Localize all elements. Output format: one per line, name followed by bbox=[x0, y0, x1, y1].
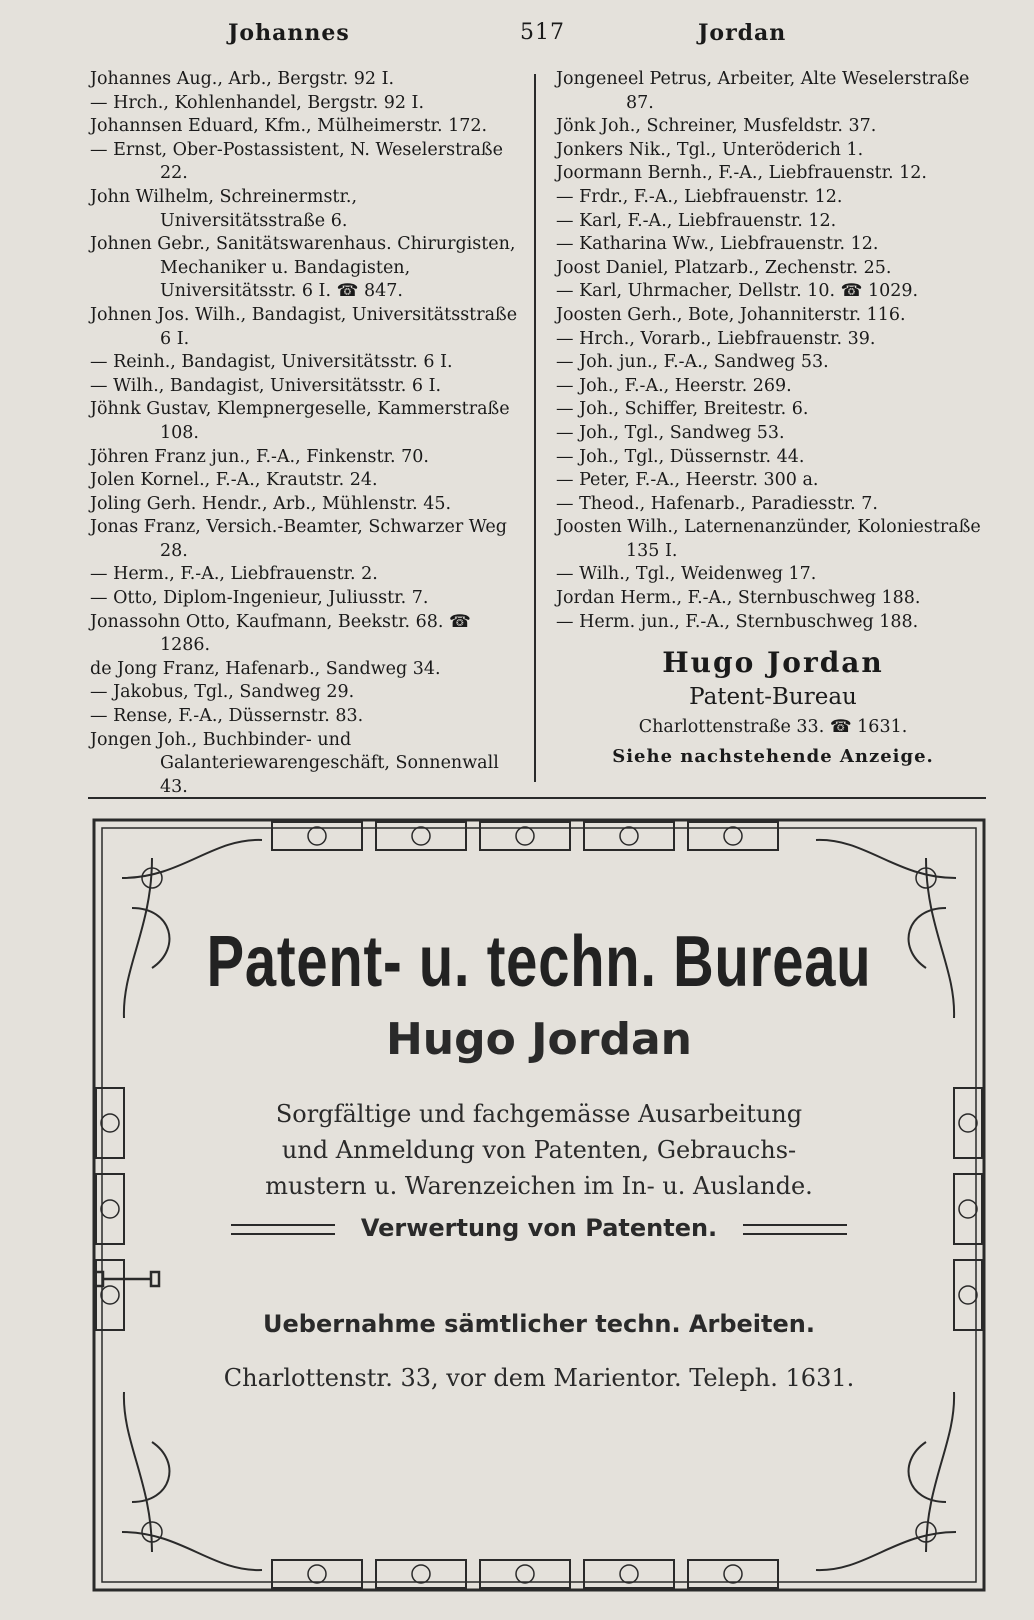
header-right-keyword: Jordan bbox=[698, 20, 787, 46]
list-item: — Joh., Schiffer, Breitestr. 6. bbox=[556, 399, 809, 420]
list-item: — Wilh., Bandagist, Universitätsstr. 6 I. bbox=[90, 375, 442, 396]
hugo-jordan-note: Siehe nachstehende Anzeige. bbox=[612, 746, 934, 768]
list-item: Jonkers Nik., Tgl., Unteröderich 1. bbox=[556, 139, 864, 160]
column-divider bbox=[534, 74, 536, 782]
list-item: Jordan Herm., F.-A., Sternbuschweg 188. bbox=[556, 588, 921, 609]
list-item: — Herm., F.-A., Liebfrauenstr. 2. bbox=[90, 564, 378, 585]
list-item: — Rense, F.-A., Düssernstr. 83. bbox=[90, 706, 364, 727]
hugo-jordan-address: Charlottenstraße 33. ☎ 1631. bbox=[638, 717, 908, 738]
list-item: — Jakobus, Tgl., Sandweg 29. bbox=[90, 682, 355, 703]
list-item: Jonas Franz, Versich.-Beamter, Schwarzer Weg 28. bbox=[90, 517, 507, 561]
list-item: Joormann Bernh., F.-A., Liebfrauenstr. 12. bbox=[556, 163, 927, 184]
ad-description bbox=[92, 1096, 986, 1204]
list-item: de Jong Franz, Hafenarb., Sandweg 34. bbox=[90, 658, 441, 679]
list-item: — Otto, Diplom-Ingenieur, Juliusstr. 7. bbox=[90, 588, 429, 609]
list-item: — Joh., F.-A., Heerstr. 269. bbox=[556, 375, 792, 396]
list-item: — Ernst, Ober-Postassistent, N. Weselerstraße 22. bbox=[90, 139, 503, 184]
list-item: — Peter, F.-A., Heerstr. 300 a. bbox=[556, 470, 819, 491]
list-item: Jöhnk Gustav, Klempnergeselle, Kammerstraße 108. bbox=[90, 399, 510, 443]
ad-verwertung-text: Verwertung von Patenten. bbox=[360, 1214, 718, 1242]
list-item: — Joh., Tgl., Sandweg 53. bbox=[556, 422, 785, 443]
list-item: Jongen Joh., Buchbinder- und Galanteriewarengeschäft, Sonnenwall 43. bbox=[90, 729, 499, 797]
ad-company-name: Hugo Jordan bbox=[385, 1014, 692, 1065]
list-item: Johnen Gebr., Sanitätswarenhaus. Chirurgisten, Mechaniker u. Bandagisten, Universitätsstr. 6 I. ☎ 847. bbox=[90, 234, 516, 302]
right-column bbox=[556, 68, 990, 772]
list-item: — Joh. jun., F.-A., Sandweg 53. bbox=[556, 352, 829, 373]
advertisement bbox=[92, 818, 986, 1592]
list-item: Jönk Joh., Schreiner, Musfeldstr. 37. bbox=[556, 116, 877, 137]
ad-verwertung bbox=[92, 1214, 986, 1242]
list-item: — Karl, Uhrmacher, Dellstr. 10. ☎ 1029. bbox=[556, 281, 919, 302]
list-item: — Wilh., Tgl., Weidenweg 17. bbox=[556, 564, 817, 585]
list-item: — Joh., Tgl., Düssernstr. 44. bbox=[556, 446, 805, 467]
list-item: — Hrch., Kohlenhandel, Bergstr. 92 I. bbox=[90, 92, 425, 113]
hugo-jordan-entry bbox=[556, 644, 990, 772]
list-item: Jonassohn Otto, Kaufmann, Beekstr. 68. ☎ 1286. bbox=[90, 611, 471, 656]
list-item: Jöhren Franz jun., F.-A., Finkenstr. 70. bbox=[90, 446, 429, 467]
list-item: Joosten Wilh., Laternenanzünder, Koloniestraße 135 I. bbox=[556, 517, 981, 561]
hugo-jordan-subtitle: Patent-Bureau bbox=[689, 684, 857, 711]
list-item: — Reinh., Bandagist, Universitätsstr. 6 I. bbox=[90, 352, 453, 373]
ad-description-line: Sorgfältige und fachgemässe Ausarbeitung bbox=[275, 1100, 803, 1128]
double-rule-icon bbox=[743, 1224, 847, 1235]
ad-uebernahme: Uebernahme sämtlicher techn. Arbeiten. bbox=[263, 1310, 815, 1338]
double-rule-icon bbox=[231, 1224, 335, 1235]
ad-description-line: und Anmeldung von Patenten, Gebrauchs- bbox=[281, 1136, 797, 1164]
list-item: Johannes Aug., Arb., Bergstr. 92 I. bbox=[90, 69, 395, 89]
list-item: John Wilhelm, Schreinermstr., Universitätsstraße 6. bbox=[90, 186, 358, 231]
list-item: Johnen Jos. Wilh., Bandagist, Universitätsstraße 6 I. bbox=[90, 304, 518, 349]
list-item: Jolen Kornel., F.-A., Krautstr. 24. bbox=[90, 470, 378, 491]
left-column bbox=[90, 68, 522, 799]
connector-ornament-icon bbox=[92, 1268, 162, 1290]
page-number: 517 bbox=[520, 20, 565, 45]
list-item: — Herm. jun., F.-A., Sternbuschweg 188. bbox=[556, 611, 919, 632]
list-item: — Frdr., F.-A., Liebfrauenstr. 12. bbox=[556, 186, 843, 207]
list-item: — Hrch., Vorarb., Liebfrauenstr. 39. bbox=[556, 328, 876, 349]
list-item: — Karl, F.-A., Liebfrauenstr. 12. bbox=[556, 210, 837, 231]
ad-description-line: mustern u. Warenzeichen im In- u. Auslande. bbox=[265, 1172, 813, 1200]
list-item: Johannsen Eduard, Kfm., Mülheimerstr. 172. bbox=[90, 116, 488, 137]
list-item: Jongeneel Petrus, Arbeiter, Alte Weselerstraße 87. bbox=[556, 69, 970, 113]
section-separator bbox=[88, 797, 986, 799]
list-item: Joling Gerh. Hendr., Arb., Mühlenstr. 45. bbox=[90, 493, 452, 514]
list-item: Joost Daniel, Platzarb., Zechenstr. 25. bbox=[556, 257, 892, 278]
ad-title: Patent- u. techn. Bureau bbox=[206, 922, 872, 1002]
list-item: — Katharina Ww., Liebfrauenstr. 12. bbox=[556, 234, 879, 255]
list-item: — Theod., Hafenarb., Paradiesstr. 7. bbox=[556, 493, 878, 514]
list-item: Joosten Gerh., Bote, Johanniterstr. 116. bbox=[556, 304, 906, 325]
header-left-keyword: Johannes bbox=[228, 20, 350, 46]
hugo-jordan-title: Hugo Jordan bbox=[662, 646, 884, 680]
ad-address: Charlottenstr. 33, vor dem Marientor. Teleph. 1631. bbox=[223, 1364, 855, 1392]
